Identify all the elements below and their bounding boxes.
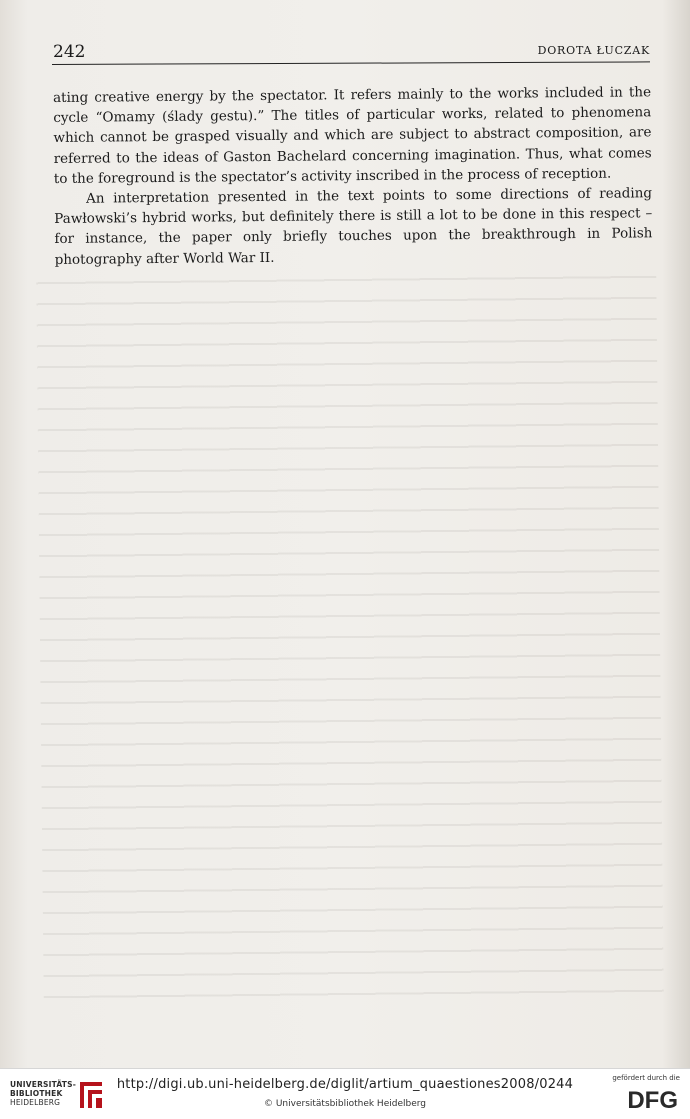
header-rule [52,61,650,65]
funder-caption: gefördert durch die [612,1074,680,1082]
dfg-logo-icon [612,1086,680,1112]
funder-logo[interactable] [610,1074,680,1114]
copyright-notice: © Universitätsbibliothek Heidelberg [263,1099,426,1109]
paragraph: ating creative energy by the spectator. It refers mainly to the works included in the cycle “Omamy (ślady gestu).” The titles of particular works, related to phenomena which cannot be grasped visually and which are subject to abstract composition, are referred to the ideas of Gaston Bachelard concerning imagination. Thus, what comes to the foreground is the spectator’s activity inscribed in the process of reception. [53,84,652,187]
library-name-line3: HEIDELBERG [10,1098,61,1107]
library-name-line1: UNIVERSITÄTS- [10,1080,77,1089]
viewer-footer [0,1068,690,1119]
running-head: DOROTA ŁUCZAK [537,44,650,57]
permalink-url[interactable]: http://digi.ub.uni-heidelberg.de/diglit/artium_quaestiones2008/0244 [116,1077,574,1092]
body-text [53,82,653,270]
funder-name: DFG [627,1087,678,1112]
show-through-text [36,265,664,1011]
library-name-line2: BIBLIOTHEK [10,1089,63,1098]
paragraph: An interpretation presented in the text points to some directions of reading Pawłowski’s hybrid works, but definitely there is still a lot to be done in this respect – for instance, the paper only briefly touches upon the breakthrough in Polish photography after World War II. [54,185,653,268]
page-number: 242 [53,42,86,62]
